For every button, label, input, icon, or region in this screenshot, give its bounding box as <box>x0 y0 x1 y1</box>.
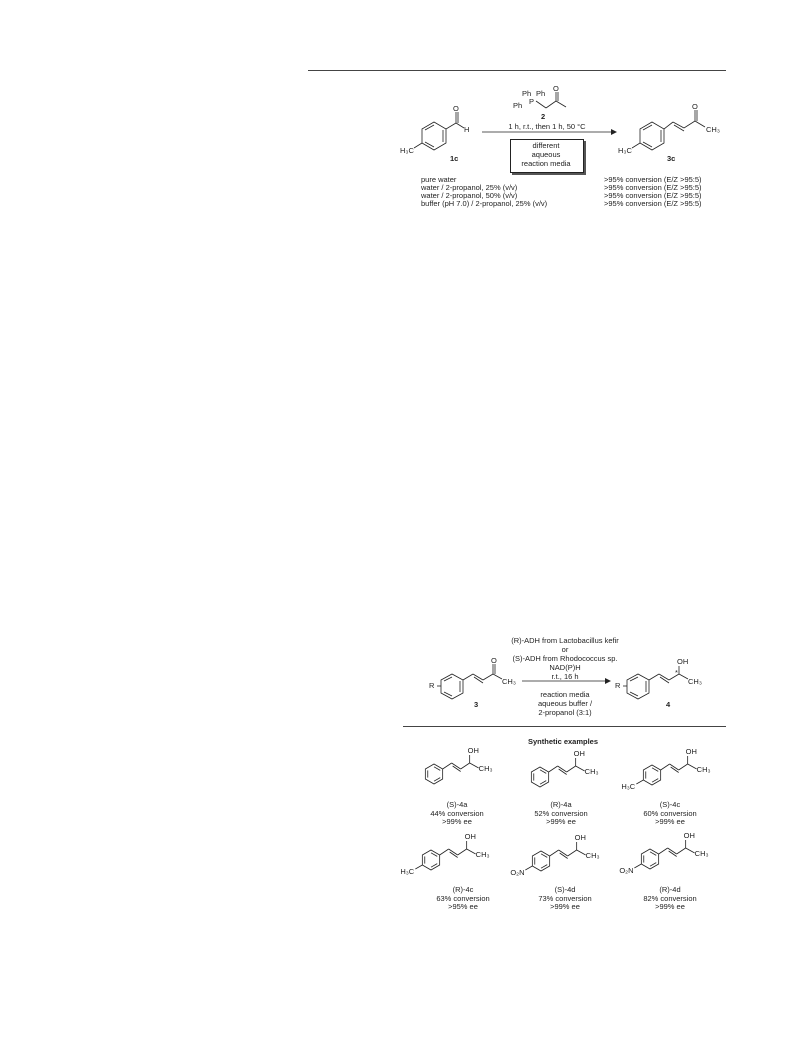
atom-oh: OH <box>573 749 585 758</box>
enzyme-line-4: NAD(P)H <box>549 663 581 672</box>
enzyme-line-1: (R)-ADH from Lactobacillus kefir <box>511 636 619 645</box>
atom-ch3: CH₃ <box>475 850 490 859</box>
atom-ch3-3c: CH₃ <box>706 125 720 134</box>
atom-o-3: O <box>491 656 497 665</box>
reaction-conditions: 1 h, r.t., then 1 h, 50 °C <box>508 122 586 131</box>
atom-ch3: CH₃ <box>478 764 493 773</box>
enzyme-line-2: or <box>561 645 569 654</box>
reagent-number: 2 <box>541 112 546 121</box>
result-item: >95% conversion (E/Z >95:5) <box>604 183 702 192</box>
atom-h3c: H₃C <box>621 782 636 791</box>
box-line-1: different <box>532 141 560 150</box>
compound-label-3: 3 <box>474 700 479 709</box>
atom-oh: OH <box>574 833 586 842</box>
example-name: (S)-4c <box>659 800 681 809</box>
atom-oh: OH <box>683 831 695 840</box>
atom-ch3: CH₃ <box>585 851 600 860</box>
example-ee: >99% ee <box>655 902 685 911</box>
example-ee: >99% ee <box>655 817 685 826</box>
reagent-ph-2: Ph <box>536 89 546 98</box>
atom-h3c-1c: H₃C <box>400 146 414 155</box>
reagent-ph-3: Ph <box>513 101 523 110</box>
media-item: water / 2-propanol, 25% (v/v) <box>421 183 518 192</box>
example-conversion: 82% conversion <box>643 893 697 903</box>
examples-rule <box>403 726 726 727</box>
example-name: (R)-4c <box>452 885 474 894</box>
media-line-2: aqueous buffer / <box>537 699 593 708</box>
atom-h3c-3c: H₃C <box>618 146 632 155</box>
example-conversion: 60% conversion <box>643 808 697 818</box>
atom-o-1c: O <box>453 104 459 113</box>
enzyme-line-5: r.t., 16 h <box>551 672 579 681</box>
atom-oh-4: OH <box>677 657 689 666</box>
result-item: >95% conversion (E/Z >95:5) <box>604 175 702 184</box>
atom-o-3c: O <box>692 102 698 111</box>
example-name: (S)-4a <box>446 800 468 809</box>
example-name: (S)-4d <box>554 885 576 894</box>
atom-ch3: CH₃ <box>584 767 599 776</box>
result-item: >95% conversion (E/Z >95:5) <box>604 191 702 200</box>
example-ee: >99% ee <box>442 817 472 826</box>
atom-r-3: R <box>429 681 435 690</box>
atom-ch3: CH₃ <box>696 765 711 774</box>
compound-label-3c: 3c <box>667 154 676 163</box>
compound-label-1c: 1c <box>450 154 459 163</box>
compound-label-4: 4 <box>666 700 671 709</box>
example-conversion: 63% conversion <box>436 893 490 903</box>
example-ee: >99% ee <box>550 902 580 911</box>
example-ee: >95% ee <box>448 902 478 911</box>
reagent-ph-1: Ph <box>522 89 532 98</box>
media-line-3: 2-propanol (3:1) <box>538 708 592 717</box>
atom-ch3: CH₃ <box>694 849 709 858</box>
atom-oh: OH <box>464 832 476 841</box>
atom-o2n: O₂N <box>510 868 525 877</box>
media-item: buffer (pH 7.0) / 2-propanol, 25% (v/v) <box>421 199 548 208</box>
atom-star-4: * <box>675 668 678 677</box>
media-line-1: reaction media <box>540 690 590 699</box>
example-conversion: 73% conversion <box>538 893 592 903</box>
result-item: >95% conversion (E/Z >95:5) <box>604 199 702 208</box>
atom-h3c: H₃C <box>400 867 415 876</box>
reagent-o: O <box>553 84 559 93</box>
atom-oh: OH <box>685 747 697 756</box>
box-line-2: aqueous <box>531 150 561 159</box>
box-line-3: reaction media <box>521 159 571 168</box>
atom-oh: OH <box>467 746 479 755</box>
example-name: (R)-4a <box>550 800 572 809</box>
atom-ch3-4: CH₃ <box>688 677 702 686</box>
arrow-head-2 <box>605 678 611 684</box>
media-item: water / 2-propanol, 50% (v/v) <box>421 191 518 200</box>
example-ee: >99% ee <box>546 817 576 826</box>
example-name: (R)-4d <box>659 885 681 894</box>
atom-h-1c: H <box>464 125 470 134</box>
reagent-p: P <box>529 97 535 106</box>
enzyme-line-3: (S)-ADH from Rhodococcus sp. <box>512 654 618 663</box>
media-item: pure water <box>421 175 457 184</box>
examples-title: Synthetic examples <box>527 737 599 746</box>
example-conversion: 52% conversion <box>534 808 588 818</box>
atom-o2n: O₂N <box>619 866 634 875</box>
atom-ch3-3: CH₃ <box>502 677 516 686</box>
atom-r-4: R <box>615 681 621 690</box>
example-conversion: 44% conversion <box>430 808 484 818</box>
